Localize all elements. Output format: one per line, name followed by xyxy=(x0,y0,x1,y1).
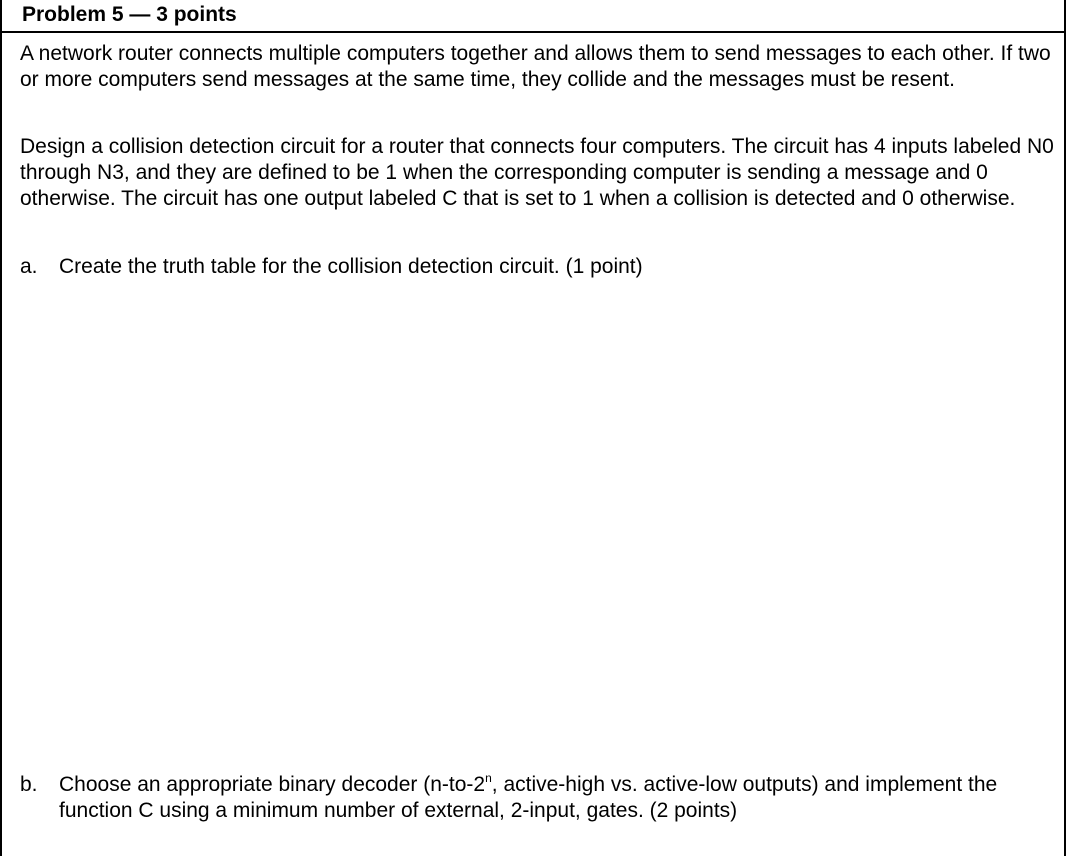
part-b-text xyxy=(59,772,1059,824)
part-a-marker: a. xyxy=(20,255,38,278)
problem-title: Problem 5 — 3 points xyxy=(22,3,237,26)
part-b-marker: b. xyxy=(20,773,38,796)
problem-header xyxy=(0,0,1066,33)
part-b-text-end: , active-high vs. active-low outputs) and implement the function C using a minimum number of external, 2-input, gates. (2 points) xyxy=(59,773,998,822)
part-b-text-start: Choose an appropriate binary decoder (n-to-2 xyxy=(59,773,486,796)
intro-paragraph: A network router connects multiple computers together and allows them to send messages to each other. If two or more computers send messages at the same time, they collide and the messages must be resent. xyxy=(20,42,1051,91)
design-paragraph: Design a collision detection circuit for a router that connects four computers. The circuit has 4 inputs labeled N0 through N3, and they are defined to be 1 when the corresponding computer is sending a message and 0 otherwise. The circuit has one output labeled C that is set to 1 when a collision is detected and 0 otherwise. xyxy=(20,135,1054,210)
part-b-superscript: n xyxy=(485,771,492,785)
part-a-text: Create the truth table for the collision detection circuit. (1 point) xyxy=(59,255,643,278)
